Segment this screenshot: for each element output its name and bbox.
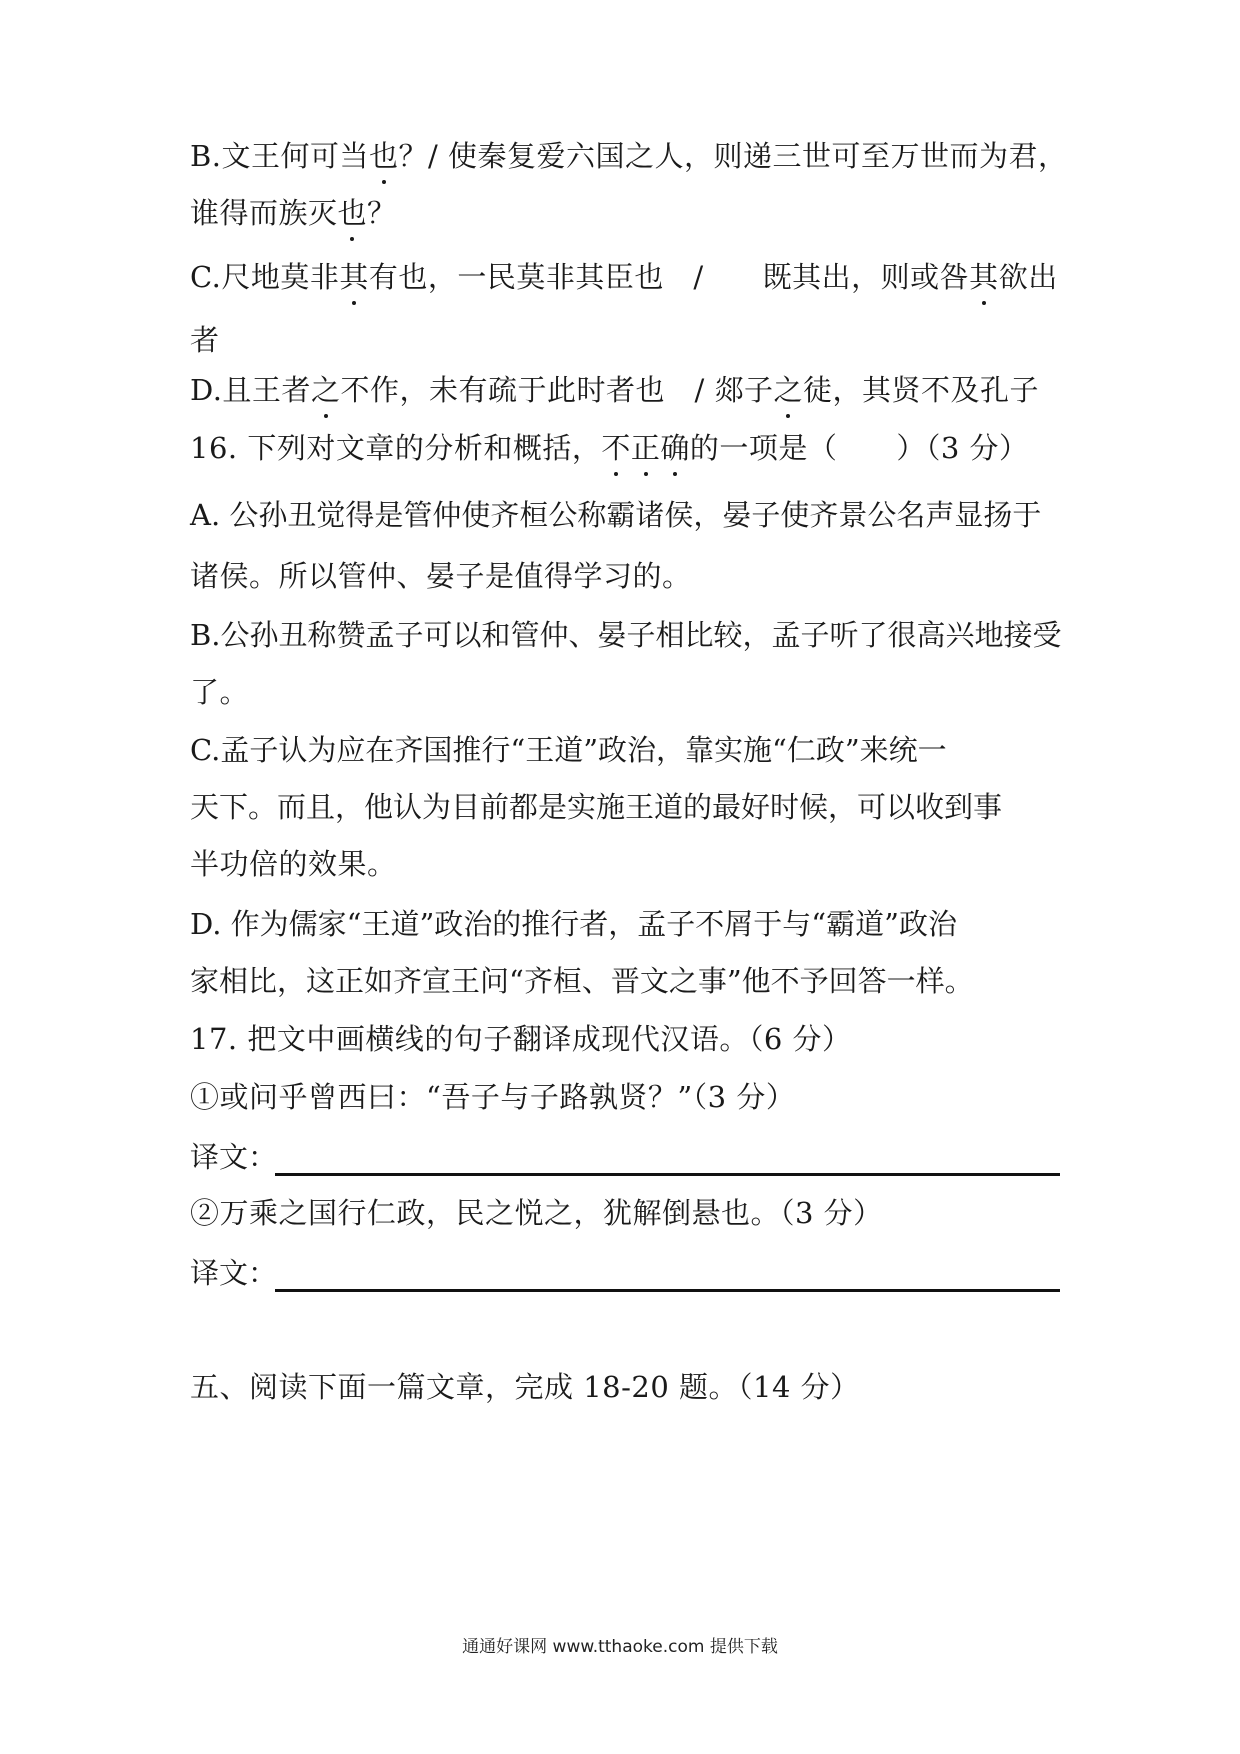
q17-answer-row-2 bbox=[190, 1253, 1060, 1293]
q16-option-c-line2: 天下。而且，他认为目前都是实施王道的最好时候，可以收到事 bbox=[190, 790, 1003, 824]
q15-option-d: D.且王者之不作，未有疏于此时者也 / 郯子之徒，其贤不及孔子 bbox=[190, 370, 1060, 410]
q16-option-c-line3: 半功倍的效果。 bbox=[190, 847, 397, 881]
q16-option-d-line2: 家相比，这正如齐宣王问“齐桓、晋文之事”他不予回答一样。 bbox=[190, 964, 974, 998]
q16-option-b-line2: 了。 bbox=[190, 675, 250, 709]
emphasis-char: 也 bbox=[369, 136, 399, 176]
emphasis-char: 其 bbox=[969, 257, 999, 297]
q16-option-c-line1: C.孟子认为应在齐国推行“王道”政治，靠实施“仁政”来统一 bbox=[190, 733, 947, 767]
emphasis-char: 其 bbox=[339, 257, 369, 297]
emphasis-char: 确 bbox=[660, 428, 690, 468]
section-5-heading: 五、阅读下面一篇文章，完成 18-20 题。（14 分） bbox=[190, 1370, 860, 1404]
q16-stem: 16. 下列对文章的分析和概括，不正确的一项是（ ）（3 分） bbox=[190, 428, 1060, 468]
answer-blank-line[interactable] bbox=[275, 1173, 1060, 1176]
q17-stem: 17. 把文中画横线的句子翻译成现代汉语。（6 分） bbox=[190, 1022, 852, 1056]
q17-answer-row-1 bbox=[190, 1137, 1060, 1177]
emphasis-char: 之 bbox=[311, 370, 341, 410]
emphasis-char: 正 bbox=[631, 428, 661, 468]
answer-label: 译文： bbox=[190, 1256, 278, 1290]
emphasis-char: 之 bbox=[773, 370, 803, 410]
answer-blank-line[interactable] bbox=[275, 1289, 1060, 1292]
q15-option-b-line2: 谁得而族灭也？ bbox=[190, 193, 1060, 233]
q15-option-b-line1: B.文王何可当也？/ 使秦复爱六国之人，则递三世可至万世而为君， bbox=[190, 136, 1060, 176]
q15-option-c-line1: C.尺地莫非其有也，一民莫非其臣也 / 既其出，则或咎其欲出 bbox=[190, 257, 1060, 297]
q16-option-d-line1: D. 作为儒家“王道”政治的推行者，孟子不屑于与“霸道”政治 bbox=[190, 907, 957, 941]
emphasis-char: 也 bbox=[338, 193, 368, 233]
q15-option-c-line2: 者 bbox=[190, 323, 220, 357]
q17-sentence-2: ②万乘之国行仁政，民之悦之，犹解倒悬也。（3 分） bbox=[190, 1196, 883, 1230]
answer-label: 译文： bbox=[190, 1140, 278, 1174]
q17-sentence-1: ①或问乎曾西曰：“吾子与子路孰贤？”（3 分） bbox=[190, 1080, 796, 1114]
page-footer: 通通好课网 www.tthaoke.com 提供下载 bbox=[462, 1637, 778, 1657]
q16-option-a-line2: 诸侯。所以管仲、晏子是值得学习的。 bbox=[190, 559, 692, 593]
q16-option-b-line1: B.公孙丑称赞孟子可以和管仲、晏子相比较，孟子听了很高兴地接受 bbox=[190, 618, 1062, 652]
emphasis-char: 不 bbox=[601, 428, 631, 468]
q16-option-a-line1: A. 公孙丑觉得是管仲使齐桓公称霸诸侯，晏子使齐景公名声显扬于 bbox=[190, 498, 1042, 532]
